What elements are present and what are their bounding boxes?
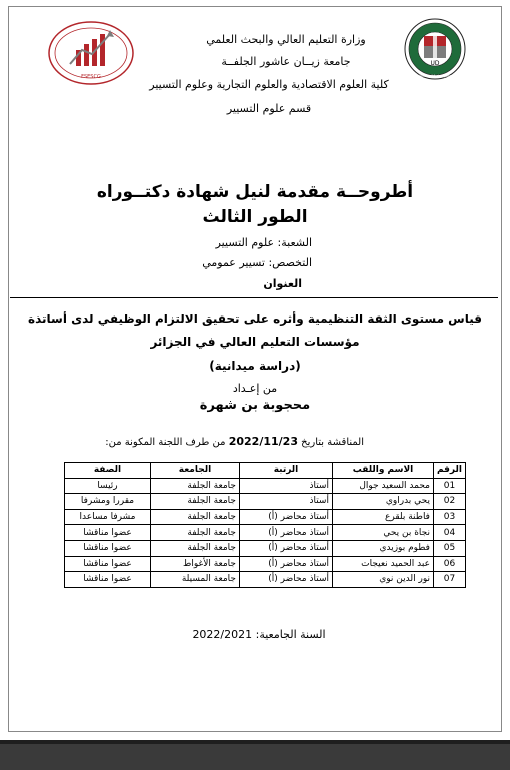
faculty-logo-icon bbox=[46, 20, 136, 86]
committee-table-wrap bbox=[64, 462, 466, 588]
cell-role: مقررا ومشرفا bbox=[65, 494, 151, 510]
cell-rank: أستاذ bbox=[239, 478, 332, 494]
cell-university: جامعة المسيلة bbox=[150, 572, 239, 588]
defense-date: 2022/11/23 bbox=[228, 435, 298, 448]
table-row bbox=[65, 572, 466, 588]
cell-number: 07 bbox=[433, 572, 465, 588]
table-row bbox=[65, 509, 466, 525]
cell-rank: أستاذ bbox=[239, 494, 332, 510]
logo-letters: UD bbox=[430, 60, 440, 67]
subject-line-2: مؤسسات التعليم العالي في الجزائر bbox=[150, 335, 360, 349]
prepared-by: من إعـداد bbox=[232, 382, 278, 395]
cell-rank: أستاذ محاضر (أ) bbox=[239, 525, 332, 541]
cell-role: عضوا مناقشا bbox=[65, 556, 151, 572]
cell-university: جامعة الأغواط bbox=[150, 556, 239, 572]
cell-rank: أستاذ محاضر (أ) bbox=[239, 572, 332, 588]
cell-role: عضوا مناقشا bbox=[65, 540, 151, 556]
cell-number: 02 bbox=[433, 494, 465, 510]
header-university: الجامعة bbox=[150, 463, 239, 479]
cell-number: 01 bbox=[433, 478, 465, 494]
cell-number: 03 bbox=[433, 509, 465, 525]
header-rank: الرتبة bbox=[239, 463, 332, 479]
faculty-name: كلية العلوم الاقتصادية والعلوم التجارية وعلوم التسيير bbox=[149, 78, 389, 91]
table-row bbox=[65, 556, 466, 572]
specialty: التخصص: تسيير عمومي bbox=[202, 256, 312, 269]
defense-line bbox=[105, 435, 364, 448]
cell-role: رئيسا bbox=[65, 478, 151, 494]
table-header-row bbox=[65, 463, 466, 479]
cell-number: 05 bbox=[433, 540, 465, 556]
bottom-bar-edge bbox=[0, 740, 510, 744]
cell-rank: أستاذ محاضر (أ) bbox=[239, 540, 332, 556]
author-name: محجوبة بن شهرة bbox=[199, 398, 311, 413]
thesis-title: أطروحــة مقدمة لنيل شهادة دكتــوراه bbox=[96, 182, 414, 202]
university-logo-icon bbox=[404, 18, 466, 80]
cell-university: جامعة الجلفة bbox=[150, 509, 239, 525]
department-name: قسم علوم التسيير bbox=[226, 102, 312, 115]
cell-university: جامعة الجلفة bbox=[150, 494, 239, 510]
viewer-bottom-bar bbox=[0, 740, 510, 770]
cell-name: نجاة بن يحي bbox=[332, 525, 433, 541]
cell-number: 06 bbox=[433, 556, 465, 572]
cell-rank: أستاذ محاضر (أ) bbox=[239, 556, 332, 572]
subject-line-3: (دراسة ميدانية) bbox=[209, 359, 301, 373]
logo-caption: Université de Djelfa bbox=[418, 74, 452, 78]
cell-rank: أستاذ محاضر (أ) bbox=[239, 509, 332, 525]
subject-line-1: قياس مستوى الثقة التنظيمية وأثره على تحقيق الالتزام الوظيفي لدى أساتذة bbox=[27, 312, 482, 326]
header-name: الاسم واللقب bbox=[332, 463, 433, 479]
cell-university: جامعة الجلفة bbox=[150, 540, 239, 556]
defense-prefix: المناقشة بتاريخ bbox=[301, 437, 364, 448]
cell-role: مشرفا مساعدا bbox=[65, 509, 151, 525]
branch: الشعبة: علوم التسيير bbox=[215, 236, 312, 249]
cell-number: 04 bbox=[433, 525, 465, 541]
header-number: الرقم bbox=[433, 463, 465, 479]
table-row bbox=[65, 525, 466, 541]
cell-name: يحي بدراوي bbox=[332, 494, 433, 510]
table-row bbox=[65, 540, 466, 556]
divider bbox=[10, 297, 498, 298]
cell-name: فطوم بوزيدي bbox=[332, 540, 433, 556]
ministry-name: وزارة التعليم العالي والبحث العلمي bbox=[206, 33, 366, 46]
thesis-cycle: الطور الثالث bbox=[202, 207, 308, 227]
cell-name: نور الدين نوي bbox=[332, 572, 433, 588]
cell-role: عضوا مناقشا bbox=[65, 525, 151, 541]
cell-university: جامعة الجلفة bbox=[150, 478, 239, 494]
logo-label: FSESCG bbox=[81, 74, 101, 80]
cell-name: محمد السعيد جوال bbox=[332, 478, 433, 494]
university-name: جامعة زيــان عاشور الجلفــة bbox=[221, 55, 351, 68]
address-label: العنوان bbox=[263, 277, 302, 290]
cell-role: عضوا مناقشا bbox=[65, 572, 151, 588]
table-row bbox=[65, 494, 466, 510]
cell-university: جامعة الجلفة bbox=[150, 525, 239, 541]
cell-name: عبد الحميد نعيجات bbox=[332, 556, 433, 572]
header-role: الصفة bbox=[65, 463, 151, 479]
defense-suffix: من طرف اللجنة المكونة من: bbox=[105, 437, 226, 448]
table-row bbox=[65, 478, 466, 494]
academic-year: السنة الجامعية: 2022/2021 bbox=[192, 628, 326, 641]
committee-table bbox=[64, 462, 466, 588]
cell-name: فاطنة بلقرع bbox=[332, 509, 433, 525]
